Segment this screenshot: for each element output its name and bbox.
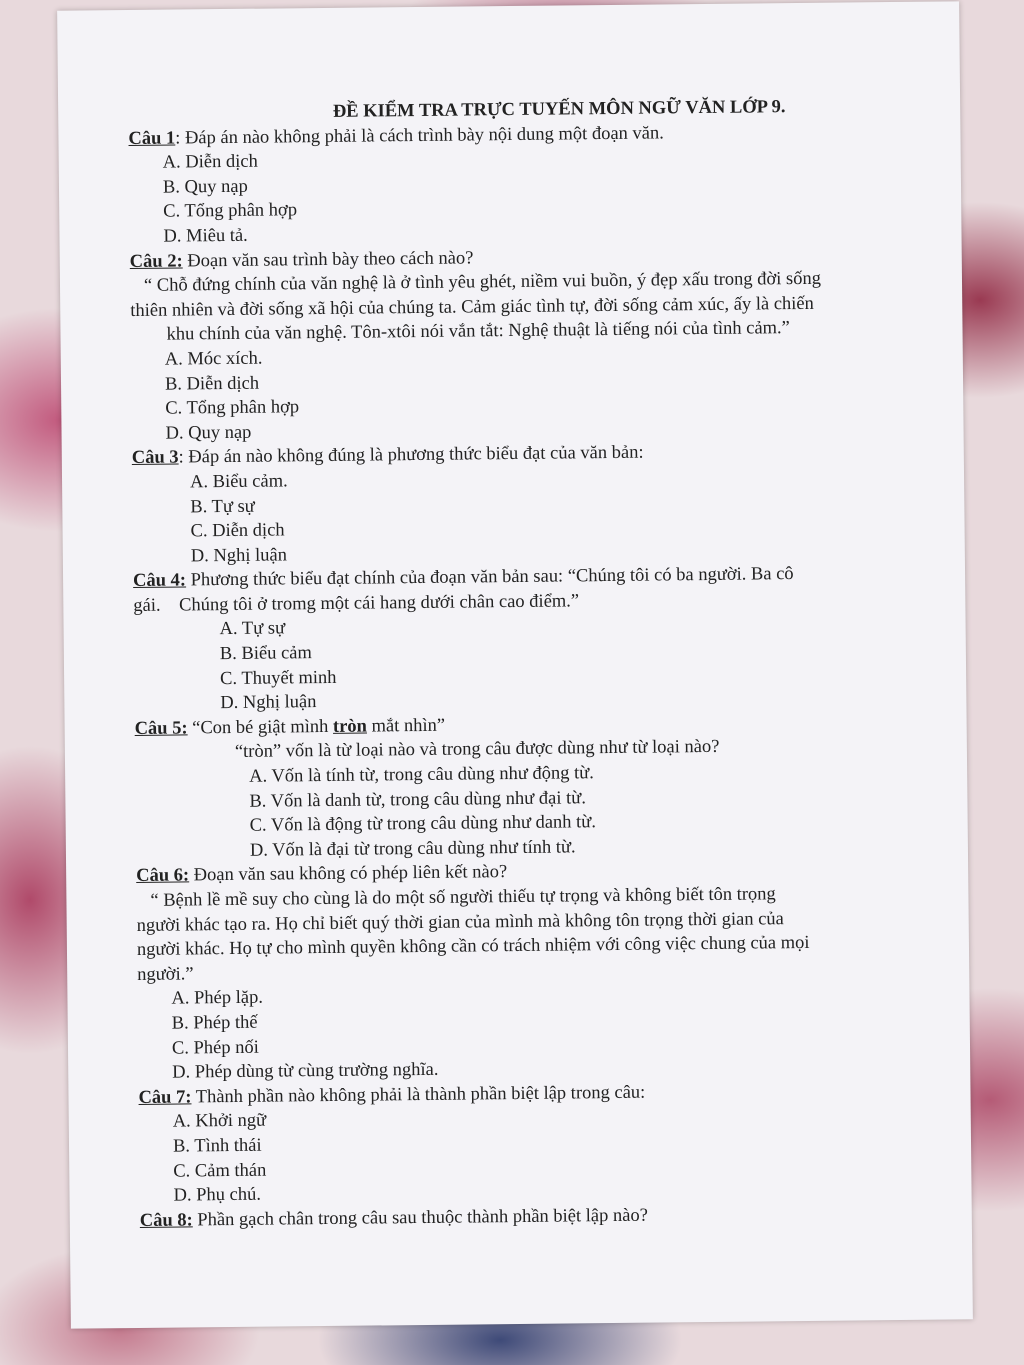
- option-d: D. Quy nạp: [165, 422, 252, 444]
- question-label: Câu 2:: [129, 251, 183, 272]
- option-c: C. Cảm thán: [173, 1160, 267, 1182]
- option-a: A. Móc xích.: [164, 348, 263, 370]
- question-label: Câu 3: [131, 447, 179, 469]
- passage-line: khu chính của văn nghệ. Tôn-xtôi nói vắn tắt: Nghệ thuật là tiếng nói của tình cảm.”: [166, 318, 790, 345]
- option-a: A. Khởi ngữ: [172, 1110, 267, 1132]
- exam-paper: [57, 1, 973, 1328]
- option-b: B. Diễn dịch: [164, 373, 260, 395]
- passage-line: người khác. Họ tự cho mình quyền không cần có trách nhiệm với công việc chung của mọi: [136, 933, 810, 961]
- passage-line: “ Bệnh lề mề suy cho cùng là do một số người thiếu tự trọng và không biết tôn trọng: [150, 884, 776, 911]
- option-b: B. Tự sự: [190, 496, 255, 517]
- passage-line: người.”: [137, 964, 194, 985]
- option-b: B. Quy nạp: [162, 176, 248, 198]
- option-d: D. Vốn là đại từ trong câu dùng như tính từ.: [249, 837, 576, 861]
- option-c: C. Tổng phân hợp: [163, 200, 298, 223]
- option-c: C. Tổng phân hợp: [165, 397, 300, 419]
- question-text: Đoạn văn sau không có phép liên kết nào?: [189, 862, 508, 886]
- option-c: C. Thuyết minh: [220, 667, 337, 689]
- question-label: Câu 6:: [136, 865, 190, 887]
- option-d: D. Phụ chú.: [173, 1184, 262, 1206]
- option-a: A. Biểu cảm.: [189, 471, 288, 493]
- option-a: A. Tự sự: [219, 618, 286, 640]
- keyword: tròn: [332, 716, 368, 737]
- question-4-continuation: gái. Chúng tôi ở tromg một cái hang dưới chân cao điểm.”: [133, 591, 580, 616]
- question-text-end: mắt nhìn”: [366, 715, 446, 737]
- option-a: A. Diễn dịch: [162, 151, 258, 173]
- option-b: B. Tình thái: [172, 1135, 262, 1157]
- question-text: : Đáp án nào không đúng là phương thức biểu đạt của văn bản:: [178, 442, 644, 468]
- option-a: A. Vốn là tính từ, trong câu dùng như động từ.: [249, 763, 594, 787]
- question-label: Câu 8:: [139, 1210, 193, 1231]
- passage-line: thiên nhiên và đời sống xã hội của chúng ta. Cảm giác tình tự, đời sống cảm xúc, ấy là chiến: [130, 293, 814, 321]
- option-b: B. Vốn là danh từ, trong câu dùng như đại từ.: [249, 787, 587, 812]
- question-label: Câu 1: [128, 128, 176, 149]
- option-d: D. Nghị luận: [220, 692, 317, 714]
- exam-content: [128, 94, 922, 1233]
- exam-title: ĐỀ KIỂM TRA TRỰC TUYẾN MÔN NGỮ VĂN LỚP 9.: [332, 97, 786, 122]
- question-text: Đoạn văn sau trình bày theo cách nào?: [182, 247, 474, 272]
- option-b: B. Biểu cảm: [219, 643, 312, 665]
- option-c: C. Phép nối: [171, 1037, 259, 1059]
- question-text: Thành phần nào không phải là thành phần biệt lập trong câu:: [191, 1082, 646, 1108]
- question-label: Câu 4:: [132, 570, 187, 592]
- option-c: C. Diễn dịch: [190, 520, 285, 542]
- question-label: Câu 5:: [134, 718, 188, 739]
- question-text: Phần gạch chân trong câu sau thuộc thành phần biệt lập nào?: [192, 1205, 648, 1231]
- option-a: A. Phép lặp.: [171, 988, 264, 1009]
- question-text: : Đáp án nào không phải là cách trình bày nội dung một đoạn văn.: [175, 123, 664, 149]
- passage-line: người khác tạo ra. Họ chỉ biết quý thời gian của mình mà không tôn trọng thời gian của: [136, 908, 784, 936]
- question-text: Phương thức biểu đạt chính của đoạn văn bản sau: “Chúng tôi có ba người. Ba cô: [185, 564, 794, 591]
- option-c: C. Vốn là động từ trong câu dùng như danh từ.: [249, 812, 597, 837]
- question-label: Câu 7:: [138, 1087, 192, 1108]
- option-d: D. Phép dùng từ cùng trường nghĩa.: [172, 1059, 439, 1083]
- option-d: D. Nghị luận: [190, 545, 288, 567]
- option-d: D. Miêu tả.: [163, 225, 248, 247]
- question-text: “Con bé giật mình: [187, 716, 334, 739]
- sub-question: “tròn” vốn là từ loại nào và trong câu được dùng như từ loại nào?: [234, 737, 720, 763]
- option-b: B. Phép thế: [171, 1012, 258, 1034]
- passage-line: “ Chỗ đứng chính của văn nghệ là ở tình yêu ghét, niềm vui buồn, ý đẹp xấu trong đời sống: [143, 268, 822, 297]
